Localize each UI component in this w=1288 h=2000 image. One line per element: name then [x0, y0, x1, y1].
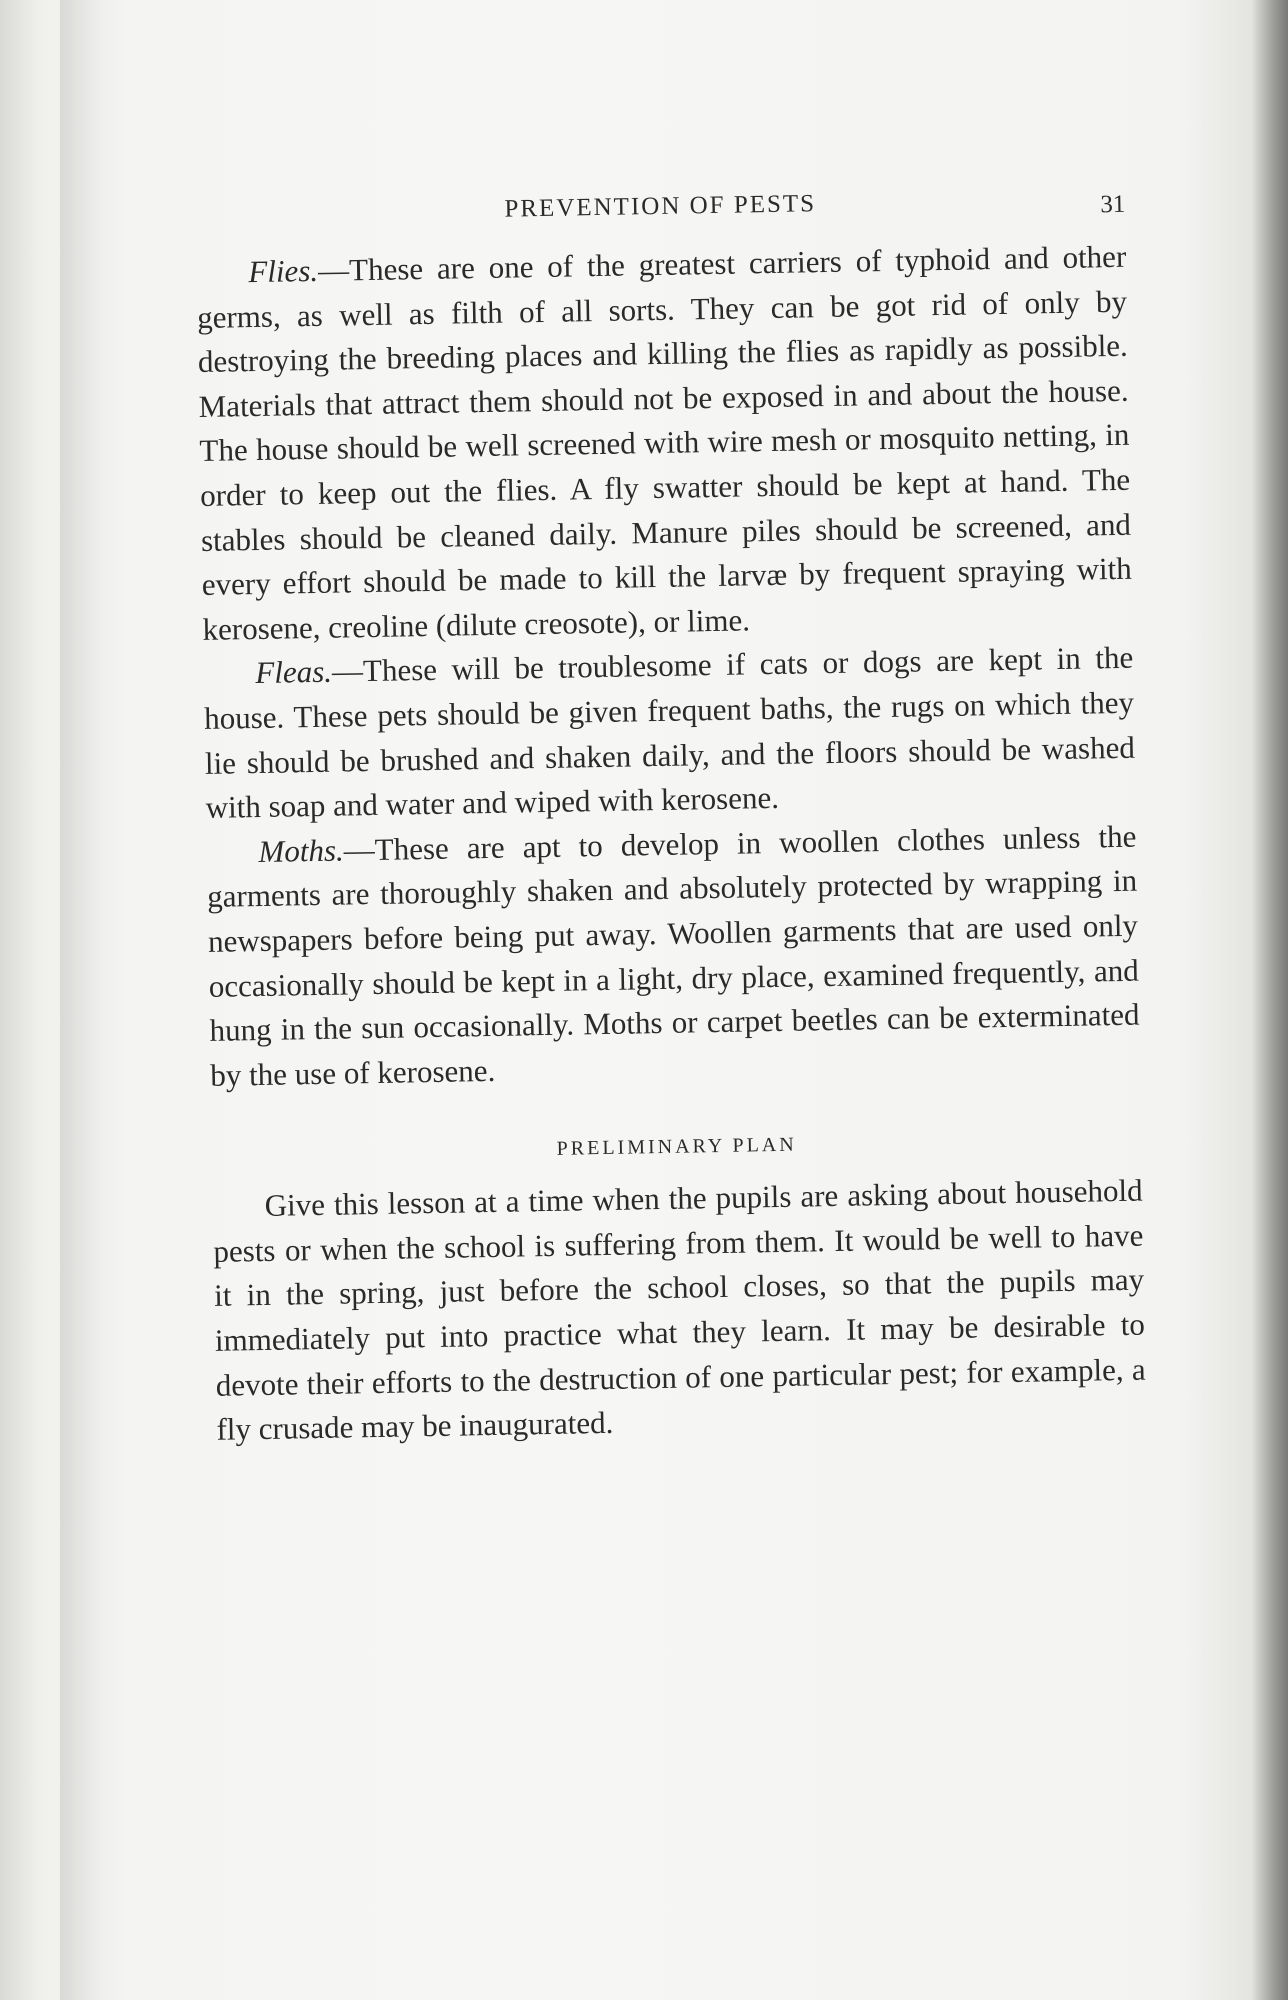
paragraph-fleas [203, 636, 1136, 831]
paragraph-lead-fleas: Fleas. [255, 654, 333, 691]
paragraph-text-moths: —These are apt to develop in woollen clothes unless the garments are thoroughly shaken and absolutely protected by wrapping in newspapers before being put away. Woollen garments that are used only occasionally should be kept in a light, dry place, examined frequently, and hung in the sun occasionally. Moths or carpet beetles can be exterminated by the use of kerosene. [206, 818, 1140, 1093]
book-gutter-shadow [60, 0, 130, 2000]
section-heading: PRELIMINARY PLAN [556, 1133, 797, 1161]
section-paragraph: Give this lesson at a time when the pupils are asking about household pests or when the school is suffering from them. It would be well to have it in the spring, just before the school closes, so that the pupils may immediately put into practice what they learn. It may be desirable to devote their efforts to the destruction of one particular pest; for example, a fly crusade may be inaugurated. [213, 1172, 1146, 1448]
paragraph-lead-moths: Moths. [258, 832, 345, 869]
book-page [195, 179, 1147, 1453]
paragraph-text-flies: —These are one of the greatest carriers of typhoid and other germs, as well as filth of all sorts. They can be got rid of only by destroying the breeding places and killing the flies as rapidly as possible. Materials that attract them should not be exposed in and about the house. The house should be well screened with wire mesh or mosquito netting, in order to keep out the flies. A fly swatter should be kept at hand. The stables should be cleaned daily. Manure piles should be screened, and every effort should be made to kill the larvæ by frequent spraying with kerosene, creoline (dilute creosote), or lime. [196, 238, 1132, 647]
paragraph-moths [206, 814, 1141, 1098]
paragraph-lead-flies: Flies. [248, 252, 319, 290]
paragraph-text-fleas: —These will be troublesome if cats or dogs are kept in the house. These pets should be given frequent baths, the rugs on which they lie should be brushed and shaken daily, and the floors should be washed with soap and water and wiped with kerosene. [203, 640, 1136, 826]
running-title: PREVENTION OF PESTS [504, 190, 817, 223]
paragraph-flies [196, 235, 1133, 653]
page-edge-shadow [1252, 0, 1288, 2000]
page-number: 31 [1100, 190, 1126, 219]
